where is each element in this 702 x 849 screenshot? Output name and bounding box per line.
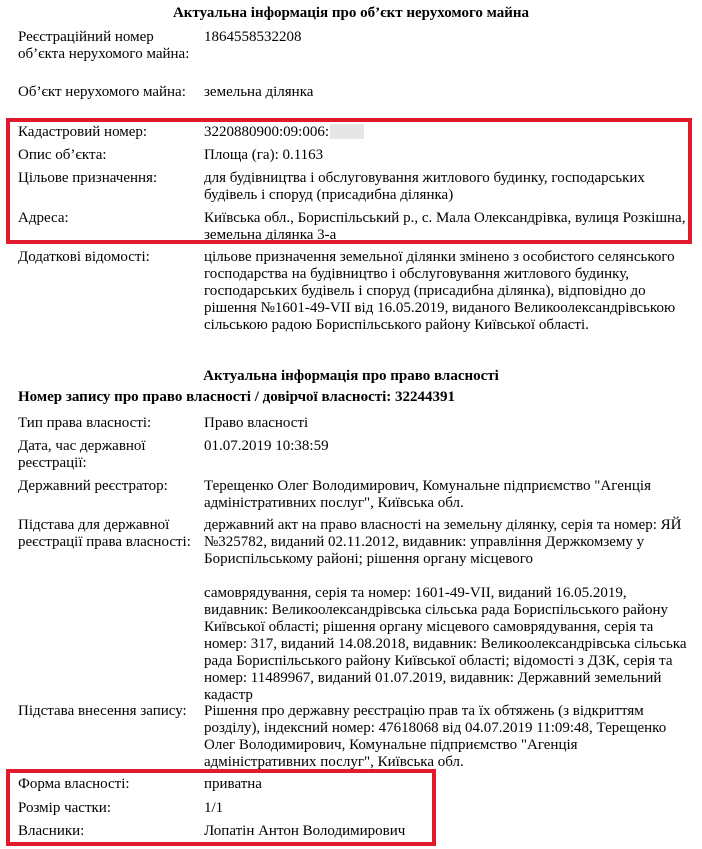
record-number: Номер запису про право власності / довірчої власності: 32244391 — [18, 389, 456, 405]
highlight-box-owner — [6, 769, 436, 846]
entry-basis-label: Підстава внесення запису: — [18, 703, 187, 719]
address-value: Київська обл., Бориспільський р., с. Мала Олександрівка, вулиця Розкішна, земельна ділянка 3-а — [204, 210, 686, 243]
registrar-label: Державний реєстратор: — [18, 478, 168, 494]
registration-number-label: Реєстраційний номер об’єкта нерухомого майна: — [18, 29, 190, 62]
registration-date-value: 01.07.2019 10:38:59 — [204, 438, 329, 454]
ownership-section-title: Актуальна інформація про право власності — [203, 368, 499, 384]
additional-info-value: цільове призначення земельної ділянки змінено з особистого селянського господарства на будівництво і обслуговування житлового будинку, господарських будівель і споруд (присадибна ділянка), відповідно до рішення №1601-49-VII від 16.05.2019, виданого Великоолександрівською сільською радою Бориспільського району Київської області. — [204, 249, 676, 333]
registration-basis-text: державний акт на право власності на земельну ділянку, серія та номер: ЯЙ №325782, виданий 02.11.2012, видавник: управління Держкомзему у Бориспільському районі; рішення органу місцевого — [204, 517, 682, 567]
registration-basis-value — [204, 517, 690, 704]
registration-basis-label: Підстава для державної реєстрації права власності: — [18, 517, 191, 550]
purpose-label: Цільове призначення: — [18, 170, 158, 186]
owners-value: Лопатін Антон Володимирович — [204, 823, 406, 839]
ownership-type-value: Право власності — [204, 415, 309, 431]
property-section-title: Актуальна інформація про об’єкт нерухомого майна — [172, 5, 530, 21]
entry-basis-value: Рішення про державну реєстрацію прав та їх обтяжень (з відкриттям розділу), індексний номер: 47618068 від 04.07.2019 11:09:48, Терещенко Олег Володимирович, Комунальне підприємство "Агенція адміністративних послуг", Київська обл. — [204, 703, 667, 770]
purpose-value: для будівництва і обслуговування житлового будинку, господарських будівель і споруд (присадибна ділянка) — [204, 170, 645, 203]
share-size-label: Розмір частки: — [18, 800, 111, 816]
registration-date-label: Дата, час державної реєстрації: — [18, 438, 146, 471]
registration-number-value: 1864558532208 — [204, 29, 302, 45]
property-object-value: земельна ділянка — [204, 84, 314, 100]
additional-info-label: Додаткові відомості: — [18, 249, 150, 265]
share-size-value: 1/1 — [204, 800, 224, 816]
cadastral-number-text: 3220880900:09:006: — [204, 124, 330, 140]
object-description-label: Опис об’єкта: — [18, 147, 107, 163]
ownership-form-label: Форма власності: — [18, 776, 130, 792]
ownership-type-label: Тип права власності: — [18, 415, 152, 431]
ownership-form-value: приватна — [204, 776, 262, 792]
property-object-label: Об’єкт нерухомого майна: — [18, 84, 186, 100]
registrar-value: Терещенко Олег Володимирович, Комунальне підприємство "Агенція адміністративних послуг", Київська обл. — [204, 478, 651, 511]
address-label: Адреса: — [18, 210, 69, 226]
highlight-box-property — [6, 118, 692, 244]
cadastral-number-label: Кадастровий номер: — [18, 124, 148, 140]
owners-label: Власники: — [18, 823, 85, 839]
object-description-value: Площа (га): 0.1163 — [204, 147, 324, 163]
registration-basis-text-continued: самоврядування, серія та номер: 1601-49-VII, виданий 16.05.2019, видавник: Великоолександрівська сільська рада Бориспільського району Київської області; рішення органу місцевого самоврядування, серія та номер: 317, виданий 14.08.2018, видавник: Великоолександрівська сільська рада Бориспільського району Київської області; відомості з ДЗК, серія та номер: 11489967, виданий 01.07.2019, видавник: Державний земельний кадастр — [204, 585, 687, 703]
